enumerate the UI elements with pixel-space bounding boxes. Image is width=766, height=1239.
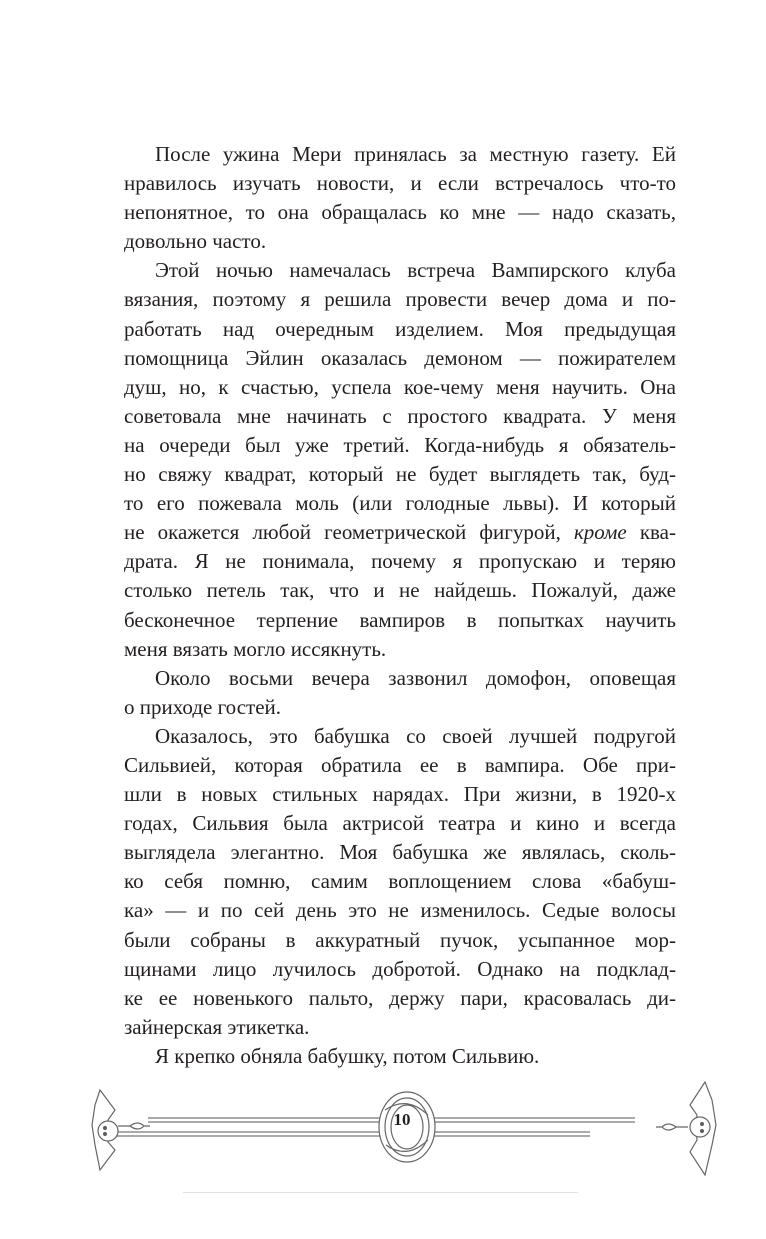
text-line: то его пожевала моль (или голодные львы). И который [124,491,676,516]
text-line: Этой ночью намечалась встреча Вампирского клуба [155,258,676,283]
text-line: Около восьми вечера зазвонил домофон, оповещая [155,665,676,690]
text-line: ко себя помню, самим воплощением слова «бабуш- [124,869,676,894]
divider [183,1192,578,1193]
text-line: ка» — и по сей день это не изменилось. Седые волосы [124,898,676,923]
text-line: на очереди был уже третий. Когда-нибудь я обязатель- [124,432,676,457]
text-line: меня вязать могло иссякнуть. [124,636,387,661]
text-line: щинами лицо лучилось добротой. Однако на подклад- [124,956,676,981]
text-line: бесконечное терпение вампиров в попытках научить [124,607,676,632]
text-line: столько петель так, что и не найдешь. Пожалуй, даже [124,578,676,603]
body-text [124,140,676,1071]
text-line: непонятное, то она обращалась ко мне — надо сказать, [124,200,676,225]
text-line: помощница Эйлин оказалась демоном — пожирателем [124,345,676,370]
text-line: довольно часто. [124,229,267,254]
text-line: годах, Сильвия была актрисой театра и кино и всегда [124,811,676,836]
text-line: о приходе гостей. [124,694,281,719]
bat-right-icon [656,1082,716,1175]
text-line: выглядела элегантно. Моя бабушка же являлась, сколь- [124,840,676,865]
text-line: вязания, поэтому я решила провести вечер дома и по- [124,287,676,312]
text-line: но свяжу квадрат, который не будет выглядеть так, буд- [124,462,676,487]
text-line: душ, но, к счастью, успела кое-чему меня научить. Она [124,374,676,399]
bat-left-icon [92,1090,150,1170]
text-line: не окажется любой геометрической фигурой, кроме ква- [124,520,676,545]
text-line: работать над очередным изделием. Моя предыдущая [124,316,676,341]
emphasis: кроме [573,520,627,545]
text-line: шли в новых стильных нарядах. При жизни, в 1920-х [124,782,676,807]
text-line: драта. Я не понимала, почему я пропускаю и теряю [124,549,676,574]
knitting-needles [100,1118,635,1136]
text-line: После ужина Мери принялась за местную газету. Ей [155,142,676,166]
text-line: зайнерская этикетка. [124,1014,310,1039]
text-line: Я крепко обняла бабушку, потом Сильвию. [155,1043,540,1068]
text-line: советовала мне начинать с простого квадрата. У меня [124,403,676,428]
text-line: ке ее новенького пальто, держу пари, красовалась ди- [124,985,676,1010]
text-line: Оказалось, это бабушка со своей лучшей подругой [155,723,676,748]
text-line: были собраны в аккуратный пучок, усыпанное мор- [124,927,676,952]
text-line: Сильвией, которая обратила ее в вампира. Обе при- [124,752,676,777]
page-number: 10 [393,1110,411,1129]
text-line: нравилось изучать новости, и если встречалось что-то [124,171,676,196]
